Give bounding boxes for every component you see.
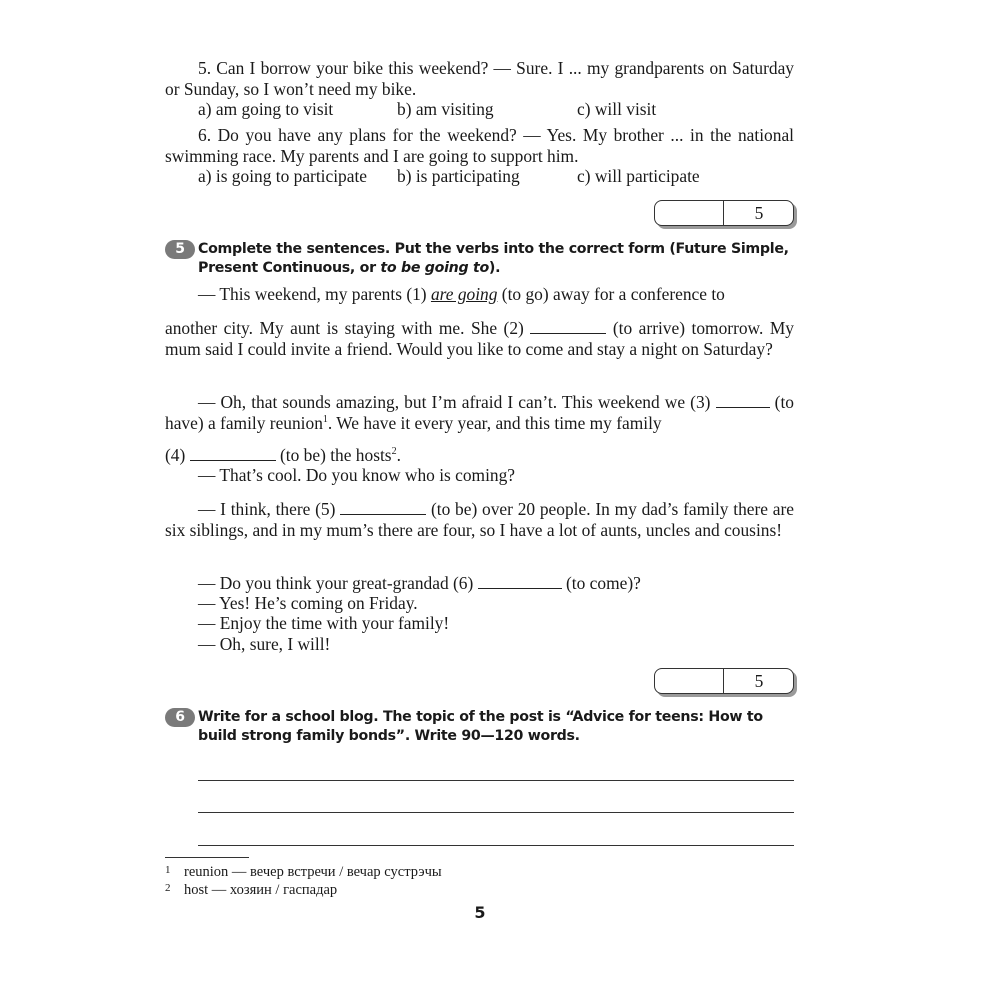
answer-blank-6[interactable] [478, 572, 562, 589]
question-5-text: 5. Can I borrow your bike this weekend? — Sure. I ... my grandparents on Saturday or Sunday, so I won’t need my bike. [165, 58, 794, 99]
score-divider [723, 669, 724, 693]
option-a[interactable]: a) am going to visit [198, 99, 334, 119]
question-6-text: 6. Do you have any plans for the weekend? — Yes. My brother ... in the national swimming race. My parents and I are going to support him. [165, 125, 794, 166]
writing-line[interactable] [198, 780, 794, 781]
answer-blank-3[interactable] [716, 391, 770, 408]
score-box[interactable] [654, 668, 794, 694]
footnote: 2 host — хозяин / гаспадар [165, 882, 338, 898]
footnote-separator [165, 857, 249, 858]
dialogue-line: — Oh, sure, I will! [198, 634, 331, 654]
option-b[interactable]: b) am visiting [397, 99, 494, 119]
writing-line[interactable] [198, 812, 794, 813]
dialogue-line: — I think, there (5) (to be) over 20 people. In my dad’s family there are six siblings, and in my mum’s there are four, so I have a lot of aunts, uncles and cousins! [165, 499, 794, 540]
answer-blank-4[interactable] [190, 444, 276, 461]
option-a[interactable]: a) is going to participate [198, 166, 368, 186]
score-box[interactable] [654, 200, 794, 226]
task-5-heading [165, 240, 794, 278]
dialogue-line: another city. My aunt is staying with me. She (2) (to arrive) tomorrow. My mum said I could invite a friend. Would you like to come and stay a night on Saturday? [165, 318, 794, 359]
dialogue-line: — This weekend, my parents (1) are going (to go) away for a conference to [198, 284, 725, 304]
option-b[interactable]: b) is participating [397, 166, 520, 186]
dialogue-line: — Yes! He’s coming on Friday. [198, 593, 418, 613]
question-6-options [198, 166, 794, 187]
dialogue-line: — Enjoy the time with your family! [198, 613, 450, 633]
task-instructions: Write for a school blog. The topic of the post is “Advice for teens: How to build strong family bonds”. Write 90—120 words. [198, 709, 763, 744]
writing-line[interactable] [198, 845, 794, 846]
option-c[interactable]: c) will visit [577, 99, 657, 119]
task-instructions: Complete the sentences. Put the verbs into the correct form (Future Simple, Present Continuous, or to be going to). [198, 241, 789, 276]
task-number-badge: 5 [165, 240, 195, 259]
answer-blank-5[interactable] [340, 498, 426, 515]
dialogue-line: — Do you think your great-grandad (6) (to come)? [198, 573, 641, 593]
task-6-heading [165, 708, 794, 746]
score-divider [723, 201, 724, 225]
page-number: 5 [474, 903, 486, 922]
answer-blank-2[interactable] [530, 317, 606, 334]
option-c[interactable]: c) will participate [577, 166, 700, 186]
dialogue-line: — Oh, that sounds amazing, but I’m afraid I can’t. This weekend we (3) (to have) a family reunion$^1$. We have it every year, and this time my family [165, 392, 794, 433]
footnote: 1 reunion — вечер встречи / вечар сустрэчы [165, 864, 442, 880]
dialogue-line: (4) (to be) the hosts$^2$. [165, 445, 401, 465]
example-answer: are going [430, 284, 498, 304]
max-score: 5 [754, 203, 764, 223]
question-5-options [198, 99, 794, 120]
dialogue-line: — That’s cool. Do you know who is coming? [198, 465, 516, 485]
task-number-badge: 6 [165, 708, 195, 727]
max-score: 5 [754, 671, 764, 691]
